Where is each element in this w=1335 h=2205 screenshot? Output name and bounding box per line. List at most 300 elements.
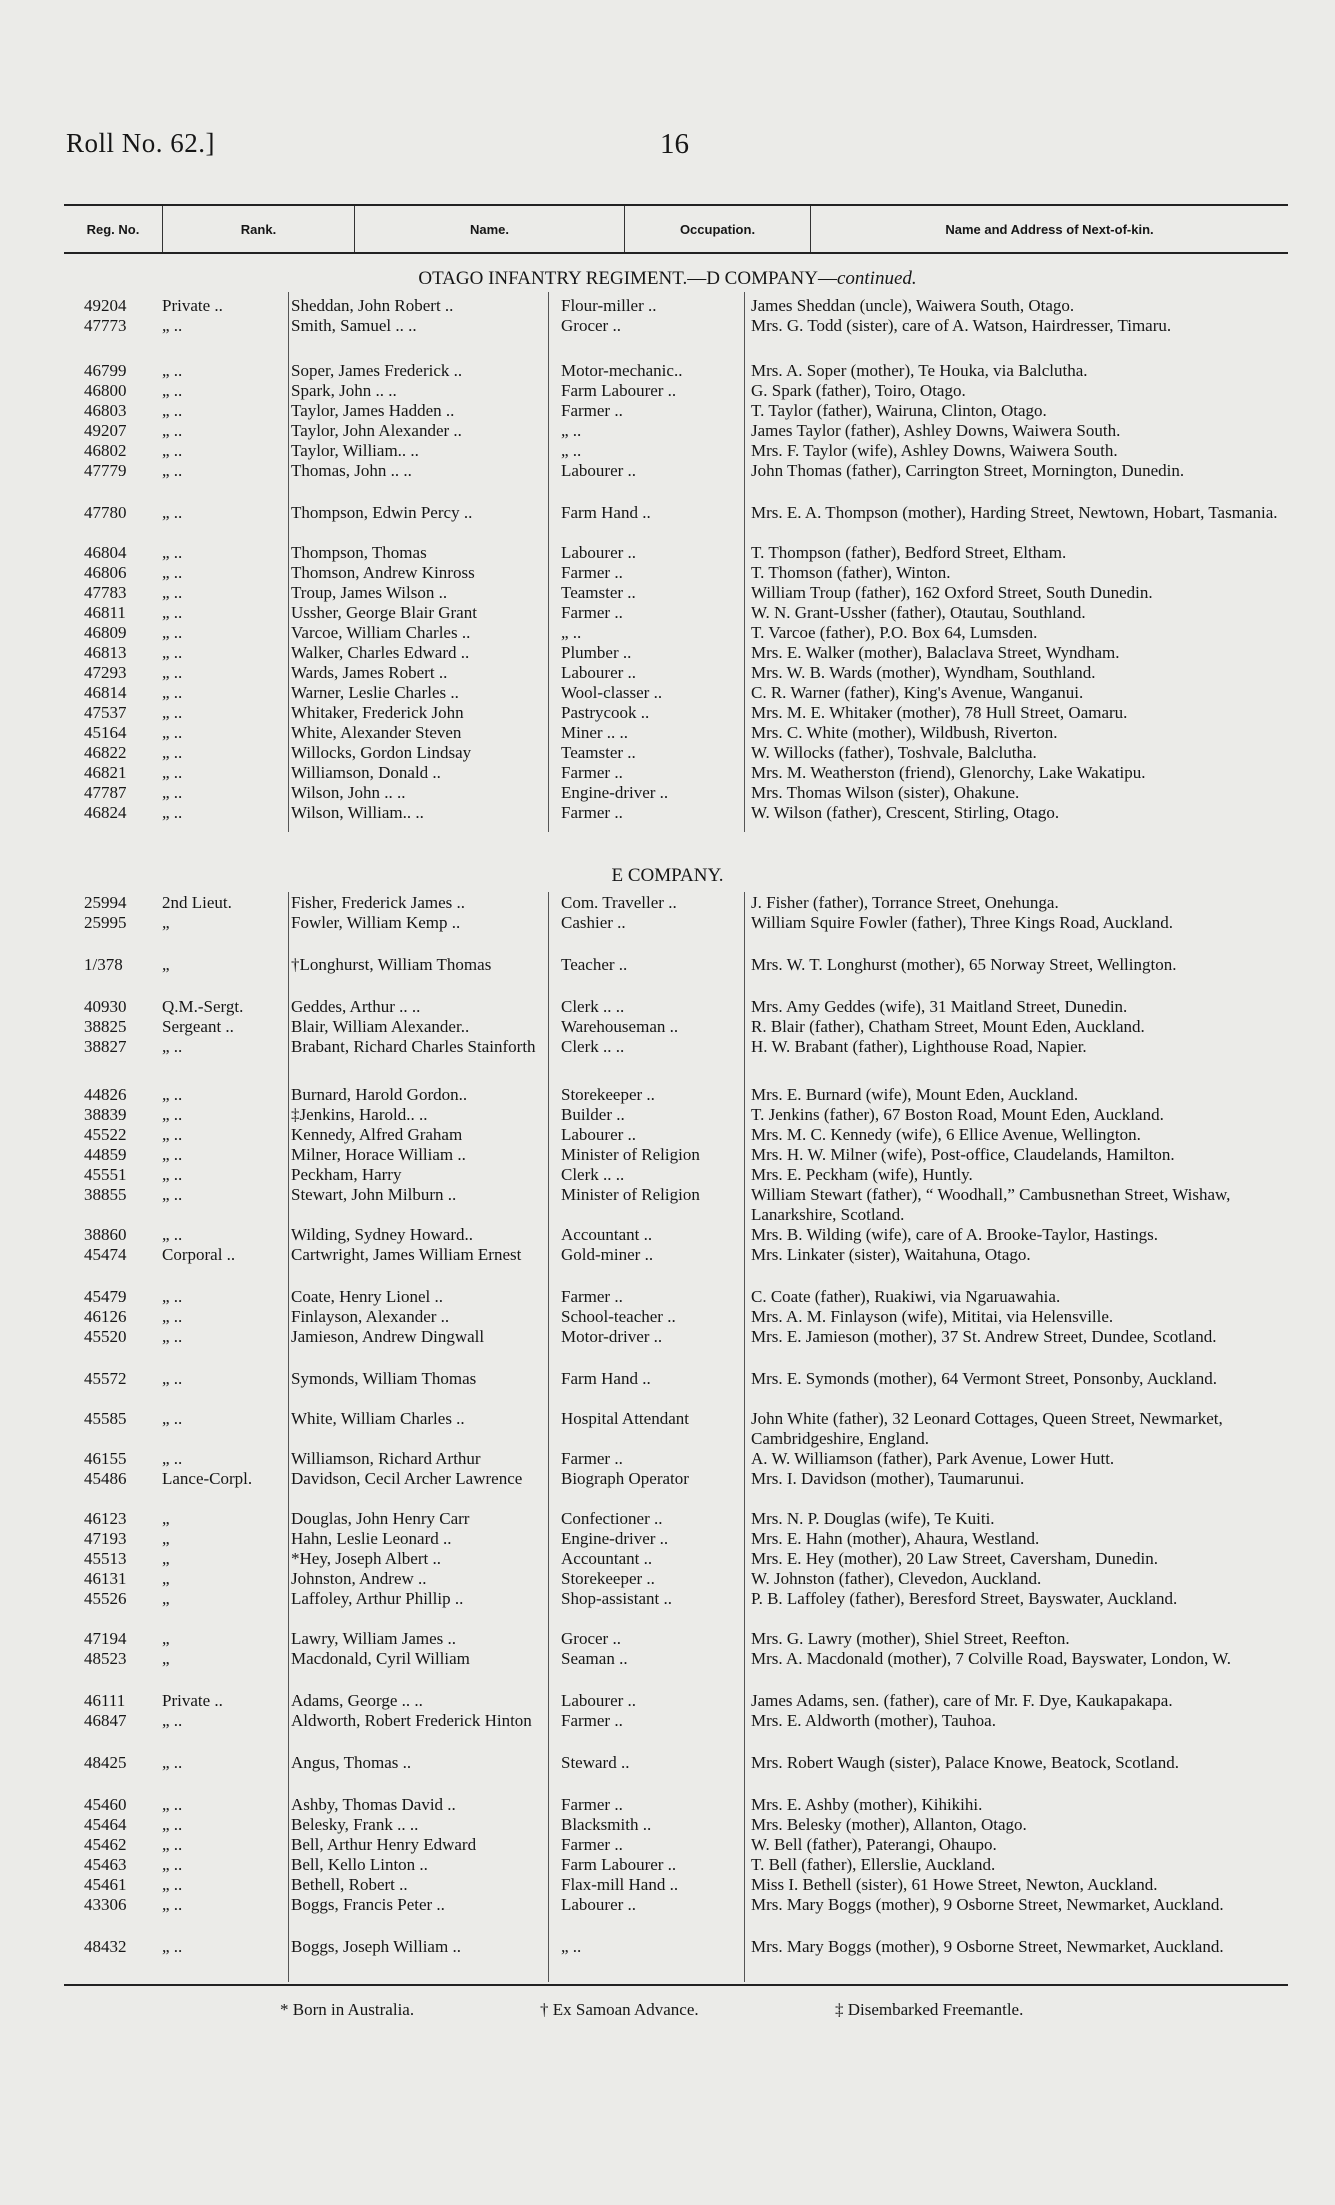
occupation: Minister of Religion	[561, 1185, 700, 1204]
rank: „ ..	[162, 743, 183, 762]
occupation: Blacksmith ..	[561, 1815, 652, 1834]
rank: „	[162, 1629, 170, 1648]
rank: „ ..	[162, 1409, 183, 1428]
next-of-kin: P. B. Laffoley (father), Beresford Street, Bayswater, Auckland.	[751, 1589, 1178, 1608]
next-of-kin: Mrs. W. T. Longhurst (mother), 65 Norway Street, Wellington.	[751, 955, 1177, 974]
soldier-name: Finlayson, Alexander ..	[291, 1307, 450, 1326]
next-of-kin: Mrs. E. Burnard (wife), Mount Eden, Auckland.	[751, 1085, 1079, 1104]
soldier-name: Smith, Samuel .. ..	[291, 316, 417, 335]
next-of-kin: Mrs. E. Hahn (mother), Ahaura, Westland.	[751, 1529, 1040, 1548]
next-of-kin: H. W. Brabant (father), Lighthouse Road, Napier.	[751, 1037, 1087, 1056]
soldier-name: Burnard, Harold Gordon..	[291, 1085, 468, 1104]
soldier-name: Varcoe, William Charles ..	[291, 623, 471, 642]
next-of-kin: Mrs. E. Walker (mother), Balaclava Street, Wyndham.	[751, 643, 1120, 662]
rank: „ ..	[162, 663, 183, 682]
rank: „ ..	[162, 1937, 183, 1956]
roll-number: Roll No. 62.]	[66, 128, 216, 158]
reg-number: 46799	[84, 361, 127, 380]
next-of-kin: James Adams, sen. (father), care of Mr. F. Dye, Kaukapakapa.	[751, 1691, 1173, 1710]
soldier-name: Bell, Arthur Henry Edward	[291, 1835, 477, 1854]
occupation: Farm Labourer ..	[561, 381, 677, 400]
reg-number: 46813	[84, 643, 127, 662]
reg-number: 40930	[84, 997, 127, 1016]
occupation: Farmer ..	[561, 1795, 623, 1814]
rank: „ ..	[162, 1875, 183, 1894]
divider-line	[288, 292, 289, 832]
soldier-name: White, William Charles ..	[291, 1409, 465, 1428]
reg-number: 47773	[84, 316, 127, 335]
rank: „ ..	[162, 503, 183, 522]
rank: „ ..	[162, 1037, 183, 1056]
soldier-name: Troup, James Wilson ..	[291, 583, 448, 602]
reg-number: 47780	[84, 503, 127, 522]
occupation: Flour-miller ..	[561, 296, 657, 315]
next-of-kin: Mrs. E. Ashby (mother), Kihikihi.	[751, 1795, 983, 1814]
soldier-name: Stewart, John Milburn ..	[291, 1185, 457, 1204]
rank: „ ..	[162, 603, 183, 622]
reg-number: 45551	[84, 1165, 127, 1184]
rank: „ ..	[162, 563, 183, 582]
soldier-name: Aldworth, Robert Frederick Hinton	[291, 1711, 532, 1730]
reg-number: 44859	[84, 1145, 127, 1164]
reg-number: 45463	[84, 1855, 127, 1874]
reg-number: 45522	[84, 1125, 127, 1144]
soldier-name: Bethell, Robert ..	[291, 1875, 408, 1894]
rank: „ ..	[162, 1711, 183, 1730]
soldier-name: Peckham, Harry	[291, 1165, 402, 1184]
next-of-kin: Mrs. M. Weatherston (friend), Glenorchy, Lake Wakatipu.	[751, 763, 1146, 782]
reg-number: 47787	[84, 783, 127, 802]
next-of-kin: Mrs. G. Todd (sister), care of A. Watson, Hairdresser, Timaru.	[751, 316, 1172, 335]
rank: „ ..	[162, 1835, 183, 1854]
rank: „ ..	[162, 1307, 183, 1326]
soldier-name: Brabant, Richard Charles Stainforth	[291, 1037, 536, 1056]
soldier-name: Blair, William Alexander..	[291, 1017, 470, 1036]
soldier-name: Thomas, John .. ..	[291, 461, 412, 480]
occupation: Motor-mechanic..	[561, 361, 683, 380]
soldier-name: Willocks, Gordon Lindsay	[291, 743, 472, 762]
reg-number: 47537	[84, 703, 127, 722]
next-of-kin: C. R. Warner (father), King's Avenue, Wanganui.	[751, 683, 1084, 702]
col-rank: Rank.	[162, 206, 354, 252]
reg-number: 46811	[84, 603, 126, 622]
rank: „ ..	[162, 763, 183, 782]
reg-number: 38825	[84, 1017, 127, 1036]
occupation: Flax-mill Hand ..	[561, 1875, 679, 1894]
soldier-name: Boggs, Francis Peter ..	[291, 1895, 445, 1914]
column-header-row	[64, 206, 1288, 252]
occupation: Farmer ..	[561, 563, 623, 582]
reg-number: 45462	[84, 1835, 127, 1854]
next-of-kin: R. Blair (father), Chatham Street, Mount Eden, Auckland.	[751, 1017, 1145, 1036]
rank: „ ..	[162, 461, 183, 480]
col-reg-no: Reg. No.	[86, 221, 140, 237]
soldier-name: Soper, James Frederick ..	[291, 361, 463, 380]
reg-number: 38855	[84, 1185, 127, 1204]
rank: „ ..	[162, 623, 183, 642]
next-of-kin: T. Thomson (father), Winton.	[751, 563, 951, 582]
soldier-name: Sheddan, John Robert ..	[291, 296, 454, 315]
rank: „ ..	[162, 1327, 183, 1346]
soldier-name: Spark, John .. ..	[291, 381, 397, 400]
rank: „ ..	[162, 1185, 183, 1204]
soldier-name: Cartwright, James William Ernest	[291, 1245, 522, 1264]
next-of-kin: Mrs. Amy Geddes (wife), 31 Maitland Street, Dunedin.	[751, 997, 1128, 1016]
next-of-kin: T. Thompson (father), Bedford Street, Eltham.	[751, 543, 1067, 562]
rank: „ ..	[162, 583, 183, 602]
reg-number: 49204	[84, 296, 127, 315]
soldier-name: Fisher, Frederick James ..	[291, 893, 466, 912]
reg-number: 47783	[84, 583, 127, 602]
rank: Sergeant ..	[162, 1017, 234, 1036]
next-of-kin: Mrs. E. Jamieson (mother), 37 St. Andrew Street, Dundee, Scotland.	[751, 1327, 1217, 1346]
soldier-name: Taylor, John Alexander ..	[291, 421, 462, 440]
soldier-name: Geddes, Arthur .. ..	[291, 997, 421, 1016]
next-of-kin: Mrs. E. Hey (mother), 20 Law Street, Caversham, Dunedin.	[751, 1549, 1158, 1568]
reg-number: 47293	[84, 663, 127, 682]
reg-number: 38839	[84, 1105, 127, 1124]
rank: „	[162, 1549, 170, 1568]
next-of-kin: W. Johnston (father), Clevedon, Auckland.	[751, 1569, 1042, 1588]
rank: „ ..	[162, 316, 183, 335]
footer-rule	[64, 1984, 1288, 1986]
rank: Lance-Corpl.	[162, 1469, 253, 1488]
rank: „ ..	[162, 803, 183, 822]
rank: „	[162, 955, 170, 974]
occupation: Clerk .. ..	[561, 997, 625, 1016]
reg-number: 38860	[84, 1225, 127, 1244]
rank: „ ..	[162, 643, 183, 662]
next-of-kin: Mrs. Mary Boggs (mother), 9 Osborne Street, Newmarket, Auckland.	[751, 1937, 1224, 1956]
occupation: Warehouseman ..	[561, 1017, 679, 1036]
occupation: Accountant ..	[561, 1225, 653, 1244]
occupation: Hospital Attendant	[561, 1409, 689, 1428]
soldier-name: Davidson, Cecil Archer Lawrence	[291, 1469, 523, 1488]
occupation: Confectioner ..	[561, 1509, 663, 1528]
next-of-kin: Mrs. I. Davidson (mother), Taumarunui.	[751, 1469, 1025, 1488]
col-occupation: Occupation.	[624, 206, 810, 252]
next-of-kin: Mrs. Thomas Wilson (sister), Ohakune.	[751, 783, 1020, 802]
next-of-kin: J. Fisher (father), Torrance Street, Onehunga.	[751, 893, 1059, 912]
reg-number: 45572	[84, 1369, 127, 1388]
reg-number: 45464	[84, 1815, 127, 1834]
occupation: „ ..	[561, 623, 582, 642]
occupation: School-teacher ..	[561, 1307, 676, 1326]
next-of-kin: W. Bell (father), Paterangi, Ohaupo.	[751, 1835, 997, 1854]
reg-number: 45520	[84, 1327, 127, 1346]
occupation: Farmer ..	[561, 401, 623, 420]
rank: „ ..	[162, 421, 183, 440]
next-of-kin: Mrs. Belesky (mother), Allanton, Otago.	[751, 1815, 1027, 1834]
occupation: Teacher ..	[561, 955, 628, 974]
occupation: Com. Traveller ..	[561, 893, 677, 912]
rank: „ ..	[162, 381, 183, 400]
rank: „ ..	[162, 1449, 183, 1468]
divider-line	[548, 292, 549, 832]
divider-line	[288, 892, 289, 1982]
occupation: Biograph Operator	[561, 1469, 689, 1488]
reg-number: 46804	[84, 543, 127, 562]
next-of-kin: G. Spark (father), Toiro, Otago.	[751, 381, 966, 400]
divider-line	[548, 892, 549, 1982]
occupation: Farm Hand ..	[561, 1369, 651, 1388]
reg-number: 46123	[84, 1509, 127, 1528]
occupation: Plumber ..	[561, 643, 632, 662]
occupation: Farmer ..	[561, 803, 623, 822]
soldier-name: Lawry, William James ..	[291, 1629, 457, 1648]
next-of-kin: Mrs. E. Aldworth (mother), Tauhoa.	[751, 1711, 996, 1730]
soldier-name: Adams, George .. ..	[291, 1691, 423, 1710]
occupation: Labourer ..	[561, 663, 637, 682]
rank: „ ..	[162, 1085, 183, 1104]
footnote-disembarked-fremantle: ‡ Disembarked Freemantle.	[835, 2000, 1024, 2019]
occupation: Farm Hand ..	[561, 503, 651, 522]
rank: „	[162, 1649, 170, 1668]
occupation: Engine-driver ..	[561, 1529, 669, 1548]
header-bottom-rule	[64, 252, 1288, 254]
occupation: Storekeeper ..	[561, 1569, 655, 1588]
rank: Corporal ..	[162, 1245, 236, 1264]
occupation: „ ..	[561, 441, 582, 460]
rank: „ ..	[162, 1795, 183, 1814]
reg-number: 38827	[84, 1037, 127, 1056]
col-next-of-kin: Name and Address of Next-of-kin.	[810, 206, 1288, 252]
rank: „	[162, 1569, 170, 1588]
reg-number: 45526	[84, 1589, 127, 1608]
next-of-kin: Miss I. Bethell (sister), 61 Howe Street, Newton, Auckland.	[751, 1875, 1158, 1894]
rank: „ ..	[162, 1105, 183, 1124]
occupation: Teamster ..	[561, 743, 636, 762]
reg-number: 43306	[84, 1895, 127, 1914]
occupation: Builder ..	[561, 1105, 625, 1124]
soldier-name: Jamieson, Andrew Dingwall	[291, 1327, 485, 1346]
occupation: Seaman ..	[561, 1649, 628, 1668]
reg-number: 46847	[84, 1711, 127, 1730]
next-of-kin: Mrs. A. Macdonald (mother), 7 Colville Road, Bayswater, London, W.	[751, 1649, 1231, 1668]
soldier-name: Williamson, Donald ..	[291, 763, 441, 782]
occupation: Farmer ..	[561, 1449, 623, 1468]
reg-number: 46800	[84, 381, 127, 400]
section-d-title-text: OTAGO INFANTRY REGIMENT.—D COMPANY—	[418, 268, 837, 289]
soldier-name: Ussher, George Blair Grant	[291, 603, 477, 622]
occupation: Farm Labourer ..	[561, 1855, 677, 1874]
soldier-name: Ashby, Thomas David ..	[291, 1795, 456, 1814]
next-of-kin: William Troup (father), 162 Oxford Street, South Dunedin.	[751, 583, 1153, 602]
page-number: 16	[660, 128, 689, 160]
next-of-kin: Mrs. H. W. Milner (wife), Post-office, Claudelands, Hamilton.	[751, 1145, 1175, 1164]
rank: Private ..	[162, 296, 223, 315]
reg-number: 45585	[84, 1409, 127, 1428]
soldier-name: Thomson, Andrew Kinross	[291, 563, 475, 582]
next-of-kin: W. Willocks (father), Toshvale, Balclutha.	[751, 743, 1037, 762]
soldier-name: Warner, Leslie Charles ..	[291, 683, 459, 702]
rank: „	[162, 1509, 170, 1528]
reg-number: 46821	[84, 763, 127, 782]
occupation: Storekeeper ..	[561, 1085, 655, 1104]
occupation: Pastrycook ..	[561, 703, 650, 722]
reg-number: 45513	[84, 1549, 127, 1568]
rank: 2nd Lieut.	[162, 893, 232, 912]
occupation: Cashier ..	[561, 913, 626, 932]
occupation: Motor-driver ..	[561, 1327, 663, 1346]
soldier-name: Johnston, Andrew ..	[291, 1569, 427, 1588]
reg-number: 45486	[84, 1469, 127, 1488]
reg-number: 46155	[84, 1449, 127, 1468]
soldier-name: Taylor, William.. ..	[291, 441, 419, 460]
next-of-kin: John Thomas (father), Carrington Street, Mornington, Dunedin.	[751, 461, 1185, 480]
reg-number: 46111	[84, 1691, 126, 1710]
section-title-e-company: E COMPANY.	[611, 865, 724, 886]
occupation: Miner .. ..	[561, 723, 629, 742]
reg-number: 46822	[84, 743, 127, 762]
rank: „ ..	[162, 1165, 183, 1184]
next-of-kin: Mrs. G. Lawry (mother), Shiel Street, Reefton.	[751, 1629, 1070, 1648]
next-of-kin: W. N. Grant-Ussher (father), Otautau, Southland.	[751, 603, 1086, 622]
soldier-name: Williamson, Richard Arthur	[291, 1449, 481, 1468]
reg-number: 48523	[84, 1649, 127, 1668]
rank: „ ..	[162, 401, 183, 420]
next-of-kin: James Sheddan (uncle), Waiwera South, Otago.	[751, 296, 1075, 315]
occupation: Minister of Religion	[561, 1145, 700, 1164]
next-of-kin: Mrs. E. Symonds (mother), 64 Vermont Street, Ponsonby, Auckland.	[751, 1369, 1218, 1388]
rank: „ ..	[162, 1895, 183, 1914]
footnote-born-australia: * Born in Australia.	[280, 2000, 415, 2019]
soldier-name: †Longhurst, William Thomas	[291, 955, 492, 974]
soldier-name: Walker, Charles Edward ..	[291, 643, 470, 662]
soldier-name: Boggs, Joseph William ..	[291, 1937, 461, 1956]
rank: „ ..	[162, 1125, 183, 1144]
next-of-kin: Mrs. Mary Boggs (mother), 9 Osborne Street, Newmarket, Auckland.	[751, 1895, 1224, 1914]
reg-number: 48432	[84, 1937, 127, 1956]
reg-number: 46802	[84, 441, 127, 460]
occupation: Labourer ..	[561, 1125, 637, 1144]
soldier-name: ‡Jenkins, Harold.. ..	[291, 1105, 428, 1124]
soldier-name: Bell, Kello Linton ..	[291, 1855, 428, 1874]
occupation: Labourer ..	[561, 461, 637, 480]
reg-number: 1/378	[84, 955, 123, 974]
rank: „ ..	[162, 1225, 183, 1244]
reg-number: 47193	[84, 1529, 127, 1548]
reg-number: 46814	[84, 683, 127, 702]
occupation: Labourer ..	[561, 543, 637, 562]
rank: „ ..	[162, 683, 183, 702]
soldier-name: Symonds, William Thomas	[291, 1369, 477, 1388]
soldier-name: *Hey, Joseph Albert ..	[291, 1549, 441, 1568]
reg-number: 45460	[84, 1795, 127, 1814]
rank: „ ..	[162, 1855, 183, 1874]
occupation: Engine-driver ..	[561, 783, 669, 802]
occupation: Farmer ..	[561, 1287, 623, 1306]
occupation: Gold-miner ..	[561, 1245, 654, 1264]
next-of-kin: Mrs. N. P. Douglas (wife), Te Kuiti.	[751, 1509, 995, 1528]
next-of-kin: Mrs. M. E. Whitaker (mother), 78 Hull Street, Oamaru.	[751, 703, 1128, 722]
reg-number: 25995	[84, 913, 127, 932]
next-of-kin: T. Taylor (father), Wairuna, Clinton, Otago.	[751, 401, 1047, 420]
reg-number: 46131	[84, 1569, 127, 1588]
occupation: Wool-classer ..	[561, 683, 663, 702]
soldier-name: Thompson, Edwin Percy ..	[291, 503, 473, 522]
next-of-kin: T. Jenkins (father), 67 Boston Road, Mount Eden, Auckland.	[751, 1105, 1164, 1124]
section-d-continued: continued.	[836, 268, 917, 289]
soldier-name: Belesky, Frank .. ..	[291, 1815, 419, 1834]
next-of-kin: Mrs. A. M. Finlayson (wife), Mititai, via Helensville.	[751, 1307, 1114, 1326]
next-of-kin: T. Bell (father), Ellerslie, Auckland.	[751, 1855, 996, 1874]
occupation: Teamster ..	[561, 583, 636, 602]
reg-number: 46809	[84, 623, 127, 642]
rank: „ ..	[162, 543, 183, 562]
rank: „ ..	[162, 1287, 183, 1306]
soldier-name: Hahn, Leslie Leonard ..	[291, 1529, 452, 1548]
occupation: Farmer ..	[561, 603, 623, 622]
reg-number: 46803	[84, 401, 127, 420]
reg-number: 45479	[84, 1287, 127, 1306]
rank: „	[162, 913, 170, 932]
soldier-name: Angus, Thomas ..	[291, 1753, 412, 1772]
occupation: Farmer ..	[561, 763, 623, 782]
rank: „	[162, 1589, 170, 1608]
next-of-kin: Mrs. E. Peckham (wife), Huntly.	[751, 1165, 973, 1184]
rank: Q.M.-Sergt.	[162, 997, 244, 1016]
rank: „ ..	[162, 441, 183, 460]
occupation: Accountant ..	[561, 1549, 653, 1568]
next-of-kin: John White (father), 32 Leonard Cottages, Queen Street, Newmarket, Cambridgeshire, England.	[751, 1409, 1223, 1448]
col-name: Name.	[354, 206, 624, 252]
rank: Private ..	[162, 1691, 223, 1710]
reg-number: 46126	[84, 1307, 127, 1326]
occupation: „ ..	[561, 1937, 582, 1956]
next-of-kin: Mrs. Linkater (sister), Waitahuna, Otago.	[751, 1245, 1031, 1264]
rank: „ ..	[162, 1753, 183, 1772]
rank: „ ..	[162, 1815, 183, 1834]
soldier-name: Thompson, Thomas	[291, 543, 427, 562]
rank: „ ..	[162, 703, 183, 722]
next-of-kin: Mrs. F. Taylor (wife), Ashley Downs, Waiwera South.	[751, 441, 1118, 460]
reg-number: 45164	[84, 723, 127, 742]
next-of-kin: Mrs. Robert Waugh (sister), Palace Knowe, Beatock, Scotland.	[751, 1753, 1179, 1772]
divider-line	[744, 892, 745, 1982]
soldier-name: Macdonald, Cyril William	[291, 1649, 470, 1668]
next-of-kin: Mrs. C. White (mother), Wildbush, Riverton.	[751, 723, 1058, 742]
soldier-name: Wilson, John .. ..	[291, 783, 406, 802]
reg-number: 45474	[84, 1245, 127, 1264]
occupation: Clerk .. ..	[561, 1037, 625, 1056]
rank: „ ..	[162, 1369, 183, 1388]
next-of-kin: T. Varcoe (father), P.O. Box 64, Lumsden.	[751, 623, 1038, 642]
reg-number: 25994	[84, 893, 127, 912]
soldier-name: Wilding, Sydney Howard..	[291, 1225, 474, 1244]
reg-number: 44826	[84, 1085, 127, 1104]
soldier-name: White, Alexander Steven	[291, 723, 462, 742]
next-of-kin: W. Wilson (father), Crescent, Stirling, Otago.	[751, 803, 1060, 822]
soldier-name: Kennedy, Alfred Graham	[291, 1125, 463, 1144]
occupation: Grocer ..	[561, 1629, 621, 1648]
reg-number: 46824	[84, 803, 127, 822]
next-of-kin: James Taylor (father), Ashley Downs, Waiwera South.	[751, 421, 1121, 440]
soldier-name: Douglas, John Henry Carr	[291, 1509, 470, 1528]
occupation: Farmer ..	[561, 1835, 623, 1854]
reg-number: 47779	[84, 461, 127, 480]
footnote-samoan-advance: † Ex Samoan Advance.	[540, 2000, 699, 2019]
next-of-kin: Mrs. M. C. Kennedy (wife), 6 Ellice Avenue, Wellington.	[751, 1125, 1141, 1144]
reg-number: 45461	[84, 1875, 127, 1894]
reg-number: 48425	[84, 1753, 127, 1772]
reg-number: 49207	[84, 421, 127, 440]
occupation: Clerk .. ..	[561, 1165, 625, 1184]
soldier-name: Coate, Henry Lionel ..	[291, 1287, 444, 1306]
occupation: Labourer ..	[561, 1691, 637, 1710]
soldier-name: Fowler, William Kemp ..	[291, 913, 461, 932]
soldier-name: Wilson, William.. ..	[291, 803, 424, 822]
